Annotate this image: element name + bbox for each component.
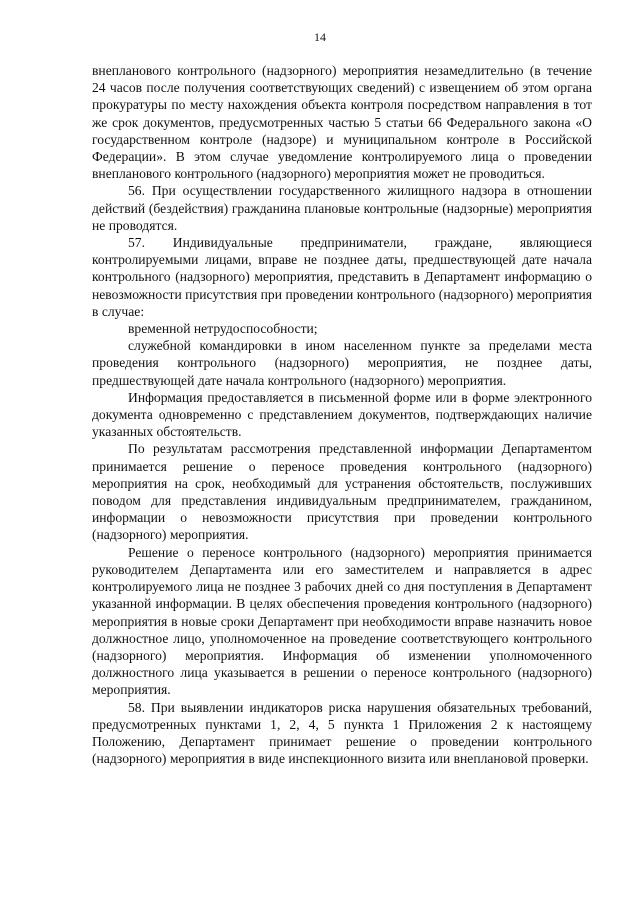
paragraph: Решение о переносе контрольного (надзорного) мероприятия принимается руководителем Департамента или его заместителем и направляется в адрес контролируемого лица не позднее 3 рабочих дней со дня поступления в Департамент указанной информации. В целях обеспечения проведения контрольного (надзорного) мероприятия в новые сроки Департамент при необходимости вправе назначить новое должностное лицо, уполномоченное на проведение соответствующего контрольного (надзорного) мероприятия. Информация об изменении уполномоченного должностного лица указывается в решении о переносе контрольного (надзорного) мероприятия.: [92, 544, 592, 698]
paragraph: служебной командировки в ином населенном пункте за пределами места проведения контрольного (надзорного) мероприятия, не позднее даты, предшествующей дате начала контрольного (надзорного) мероприятия.: [92, 338, 592, 388]
paragraph: 58. При выявлении индикаторов риска нарушения обязательных требований, предусмотренных пунктами 1, 2, 4, 5 пункта 1 Приложения 2 к настоящему Положению, Департамент принимает решение о проведении контрольного (надзорного) мероприятия в виде инспекционного визита или внеплановой проверки.: [92, 699, 592, 767]
page-number: 14: [314, 30, 326, 44]
paragraph: 57. Индивидуальные предприниматели, граждане, являющиеся контролируемыми лицами, вправе не позднее даты, предшествующей дате начала контрольного (надзорного) мероприятия, представить в Департамент информацию о невозможности присутствия при проведении контрольного (надзорного) мероприятия в случае:: [92, 235, 592, 319]
document-body: [92, 62, 592, 767]
paragraph: 56. При осуществлении государственного жилищного надзора в отношении действий (бездействия) гражданина плановые контрольные (надзорные) мероприятия не проводятся.: [92, 183, 592, 233]
paragraph: По результатам рассмотрения представленной информации Департаментом принимается решение о переносе проведения контрольного (надзорного) мероприятия на срок, необходимый для устранения обстоятельств, послуживших поводом для представления индивидуальным предпринимателем, гражданином, информации о невозможности присутствия при проведении контрольного (надзорного) мероприятия.: [92, 441, 592, 543]
paragraph: внепланового контрольного (надзорного) мероприятия незамедлительно (в течение 24 часов после получения соответствующих сведений) с извещением об этом органа прокуратуры по месту нахождения объекта контроля посредством направления в тот же срок документов, предусмотренных частью 5 статьи 66 Федерального закона «О государственном контроле (надзоре) и муниципальном контроле в Российской Федерации». В этом случае уведомление контролируемого лица о проведении внепланового контрольного (надзорного) мероприятия может не проводиться.: [92, 63, 592, 182]
paragraph: Информация предоставляется в письменной форме или в форме электронного документа одновременно с представлением документов, подтверждающих наличие указанных обстоятельств.: [92, 389, 592, 440]
paragraph: временной нетрудоспособности;: [128, 321, 318, 337]
